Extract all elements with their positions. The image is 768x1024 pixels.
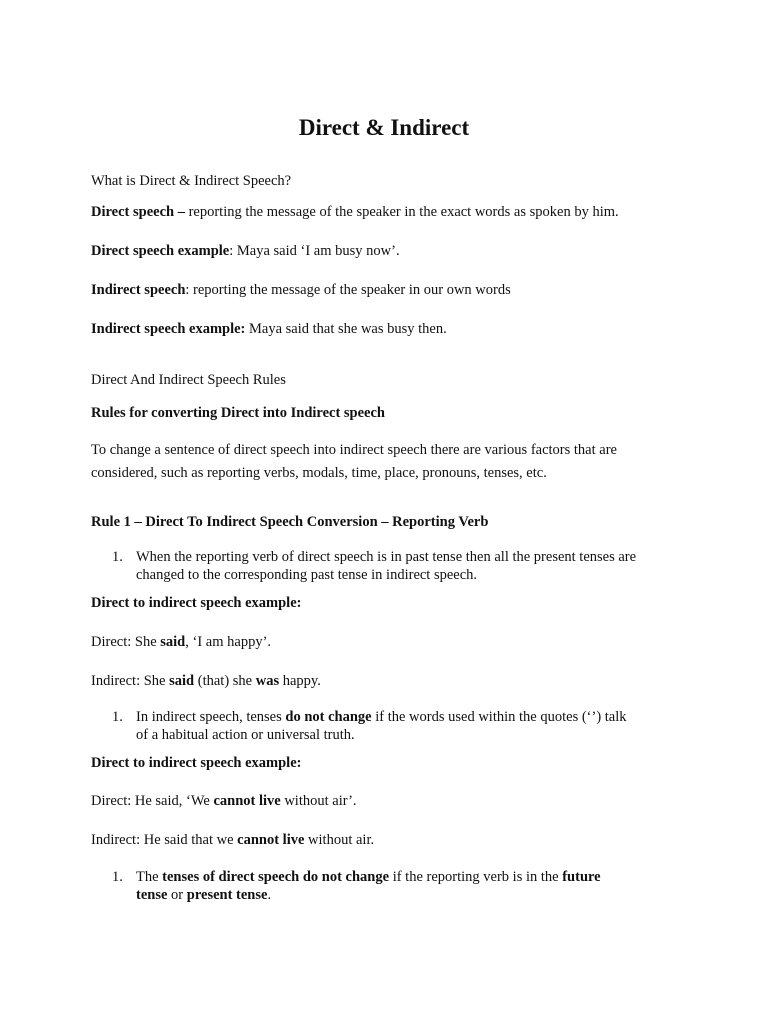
rules-subheading	[91, 404, 728, 422]
example-text: Indirect: She	[91, 673, 170, 689]
list-item-line-2	[136, 886, 652, 904]
page-title: Direct & Indirect	[298, 115, 470, 140]
list-emphasis: do not change	[285, 709, 372, 725]
list-item	[112, 548, 652, 584]
list-emphasis: future	[562, 869, 601, 885]
list-emphasis: tense	[136, 887, 168, 903]
indirect-example-text: Maya said that she was busy then.	[245, 321, 447, 337]
indirect-example-label: Indirect speech example:	[91, 321, 246, 337]
indirect-speech-definition	[91, 281, 728, 299]
list-text: In indirect speech, tenses	[136, 709, 286, 725]
direct-example-label: Direct speech example	[91, 243, 230, 259]
list-emphasis: tenses of direct speech do not change	[162, 869, 390, 885]
example-emphasis: cannot live	[213, 793, 281, 809]
list-text: .	[267, 887, 272, 903]
example-emphasis: said	[169, 673, 195, 689]
list-marker: 1.	[112, 549, 123, 565]
example-emphasis: was	[255, 673, 280, 689]
list-text: The	[136, 869, 163, 885]
example-text: without air’.	[280, 793, 357, 809]
rules-subheading-text: Rules for converting Direct into Indirect speech	[91, 405, 385, 421]
list-item	[112, 708, 652, 744]
list-item-line-2: changed to the corresponding past tense in indirect speech.	[136, 567, 478, 583]
example-2-direct	[91, 792, 728, 810]
example-1-direct	[91, 633, 728, 651]
indirect-speech-example	[91, 320, 728, 338]
example-text: Direct: She	[91, 634, 161, 650]
list-item-line-1: When the reporting verb of direct speech is in past tense then all the present tenses are	[136, 549, 637, 565]
list-marker: 1.	[112, 709, 123, 725]
direct-speech-text: reporting the message of the speaker in the exact words as spoken by him.	[184, 204, 619, 220]
direct-speech-definition	[91, 203, 728, 221]
list-marker: 1.	[112, 869, 123, 885]
example-1-indirect	[91, 672, 728, 690]
example-text: , ‘I am happy’.	[185, 634, 272, 650]
example-text: Indirect: He said that we	[91, 832, 238, 848]
example-label-text: Direct to indirect speech example:	[91, 595, 302, 611]
rule1-heading-text: Rule 1 – Direct To Indirect Speech Conversion – Reporting Verb	[91, 514, 489, 530]
rules-heading: Direct And Indirect Speech Rules	[91, 372, 286, 388]
direct-speech-example	[91, 242, 728, 260]
rule1-heading	[91, 513, 728, 531]
rules-intro-paragraph: To change a sentence of direct speech into indirect speech there are various factors that are considered, such as reporting verbs, modals, time, place, pronouns, tenses, etc.	[91, 442, 617, 481]
direct-example-text: : Maya said ‘I am busy now’.	[229, 243, 400, 259]
list-text: if the words used within the quotes (‘’) talk	[371, 709, 627, 725]
example-text: happy.	[279, 673, 321, 689]
direct-speech-term: Direct speech –	[91, 204, 185, 220]
list-item-line-1	[136, 708, 652, 726]
indirect-speech-text: : reporting the message of the speaker in our own words	[185, 282, 511, 298]
list-item-line-1	[136, 868, 652, 886]
example-label-text: Direct to indirect speech example:	[91, 755, 302, 771]
example-text: without air.	[304, 832, 375, 848]
example-text: Direct: He said, ‘We	[91, 793, 214, 809]
example-text: (that) she	[194, 673, 256, 689]
example-2-indirect	[91, 831, 728, 849]
indirect-speech-term: Indirect speech	[91, 282, 186, 298]
intro-question: What is Direct & Indirect Speech?	[91, 173, 292, 189]
example-emphasis: cannot live	[237, 832, 305, 848]
example-label	[91, 594, 728, 612]
example-label	[91, 754, 728, 772]
list-item-line-2: of a habitual action or universal truth.	[136, 727, 355, 743]
example-emphasis: said	[160, 634, 186, 650]
list-text: if the reporting verb is in the	[389, 869, 563, 885]
list-text: or	[167, 887, 187, 903]
list-emphasis: present tense	[186, 887, 268, 903]
list-item	[112, 868, 652, 904]
